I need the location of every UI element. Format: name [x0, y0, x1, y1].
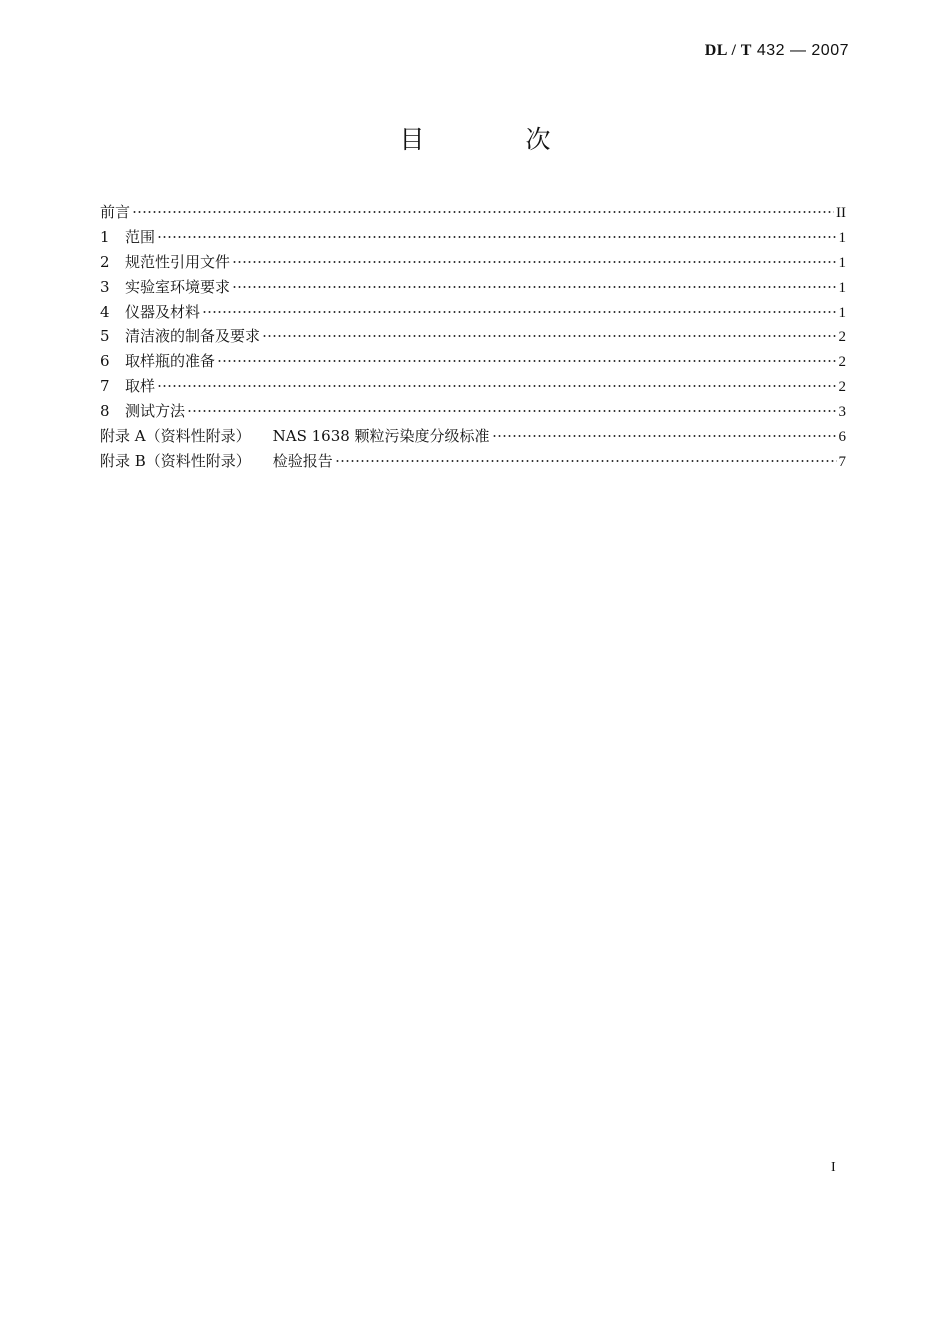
toc-appendix-title: 检验报告: [272, 451, 333, 470]
toc-entry-7[interactable]: [100, 374, 846, 399]
toc-entry-number: 3: [100, 277, 110, 296]
document-code-prefix: DL / T: [704, 42, 752, 59]
toc-entry-4[interactable]: [100, 300, 846, 325]
toc-entry-number: 4: [100, 302, 110, 321]
toc-leader-dots: [132, 211, 834, 213]
toc-entry-5[interactable]: [100, 324, 846, 349]
toc-leader-dots: [217, 360, 836, 362]
toc-leader-dots: [232, 286, 836, 288]
toc-leader-dots: [202, 311, 836, 313]
toc-entry-appendix-b[interactable]: [100, 449, 846, 474]
toc-entry-2[interactable]: [100, 250, 846, 275]
toc-leader-dots: [157, 236, 836, 238]
toc-entry-6[interactable]: [100, 349, 846, 374]
toc-entry-label: 取样瓶的准备: [125, 352, 216, 371]
toc-entry-8[interactable]: [100, 399, 846, 424]
toc-page-number: 7: [838, 453, 846, 470]
footer-page-number: I: [831, 1160, 836, 1175]
toc-page-number: 2: [838, 379, 846, 396]
toc-entry-label: 测试方法: [125, 402, 186, 421]
toc-page-number: 2: [838, 354, 846, 371]
toc-entry-label: 仪器及材料: [125, 302, 201, 321]
toc-leader-dots: [232, 261, 836, 263]
toc-appendix-label: 附录 B（资料性附录）: [100, 451, 251, 470]
toc-leader-dots: [187, 410, 836, 412]
table-of-contents: [100, 200, 846, 474]
toc-entry-label: 范围: [125, 227, 156, 246]
toc-entry-3[interactable]: [100, 275, 846, 300]
toc-page-number: 6: [838, 429, 846, 446]
toc-leader-dots: [492, 435, 837, 437]
toc-page-number: 1: [838, 229, 846, 246]
toc-entry-label: 规范性引用文件: [125, 252, 231, 271]
toc-entry-number: 6: [100, 352, 110, 371]
toc-entry-number: 5: [100, 327, 110, 346]
toc-entry-1[interactable]: [100, 225, 846, 250]
toc-leader-dots: [335, 460, 837, 462]
toc-leader-dots: [157, 385, 836, 387]
toc-page-number: 1: [838, 279, 846, 296]
page-title: 目 次: [399, 125, 589, 154]
toc-leader-dots: [262, 335, 836, 337]
toc-appendix-title: NAS 1638 颗粒污染度分级标准: [272, 427, 490, 446]
toc-page-number: II: [836, 205, 846, 221]
document-code: [705, 42, 849, 60]
toc-entry-label: 前言: [100, 203, 131, 221]
toc-entry-appendix-a[interactable]: [100, 424, 846, 449]
toc-entry-foreword[interactable]: [100, 200, 846, 225]
toc-entry-label: 实验室环境要求: [125, 277, 231, 296]
toc-appendix-label: 附录 A（资料性附录）: [100, 427, 251, 446]
document-code-number: 432 — 2007: [756, 42, 849, 59]
toc-entry-label: 清洁液的制备及要求: [125, 327, 261, 346]
toc-page-number: 3: [838, 404, 846, 421]
toc-entry-label: 取样: [125, 377, 156, 396]
toc-entry-number: 1: [100, 227, 110, 246]
toc-page-number: 1: [838, 304, 846, 321]
toc-page-number: 2: [838, 329, 846, 346]
toc-page-number: 1: [838, 254, 846, 271]
toc-entry-number: 2: [100, 252, 110, 271]
toc-entry-number: 7: [100, 377, 110, 396]
toc-entry-number: 8: [100, 402, 110, 421]
